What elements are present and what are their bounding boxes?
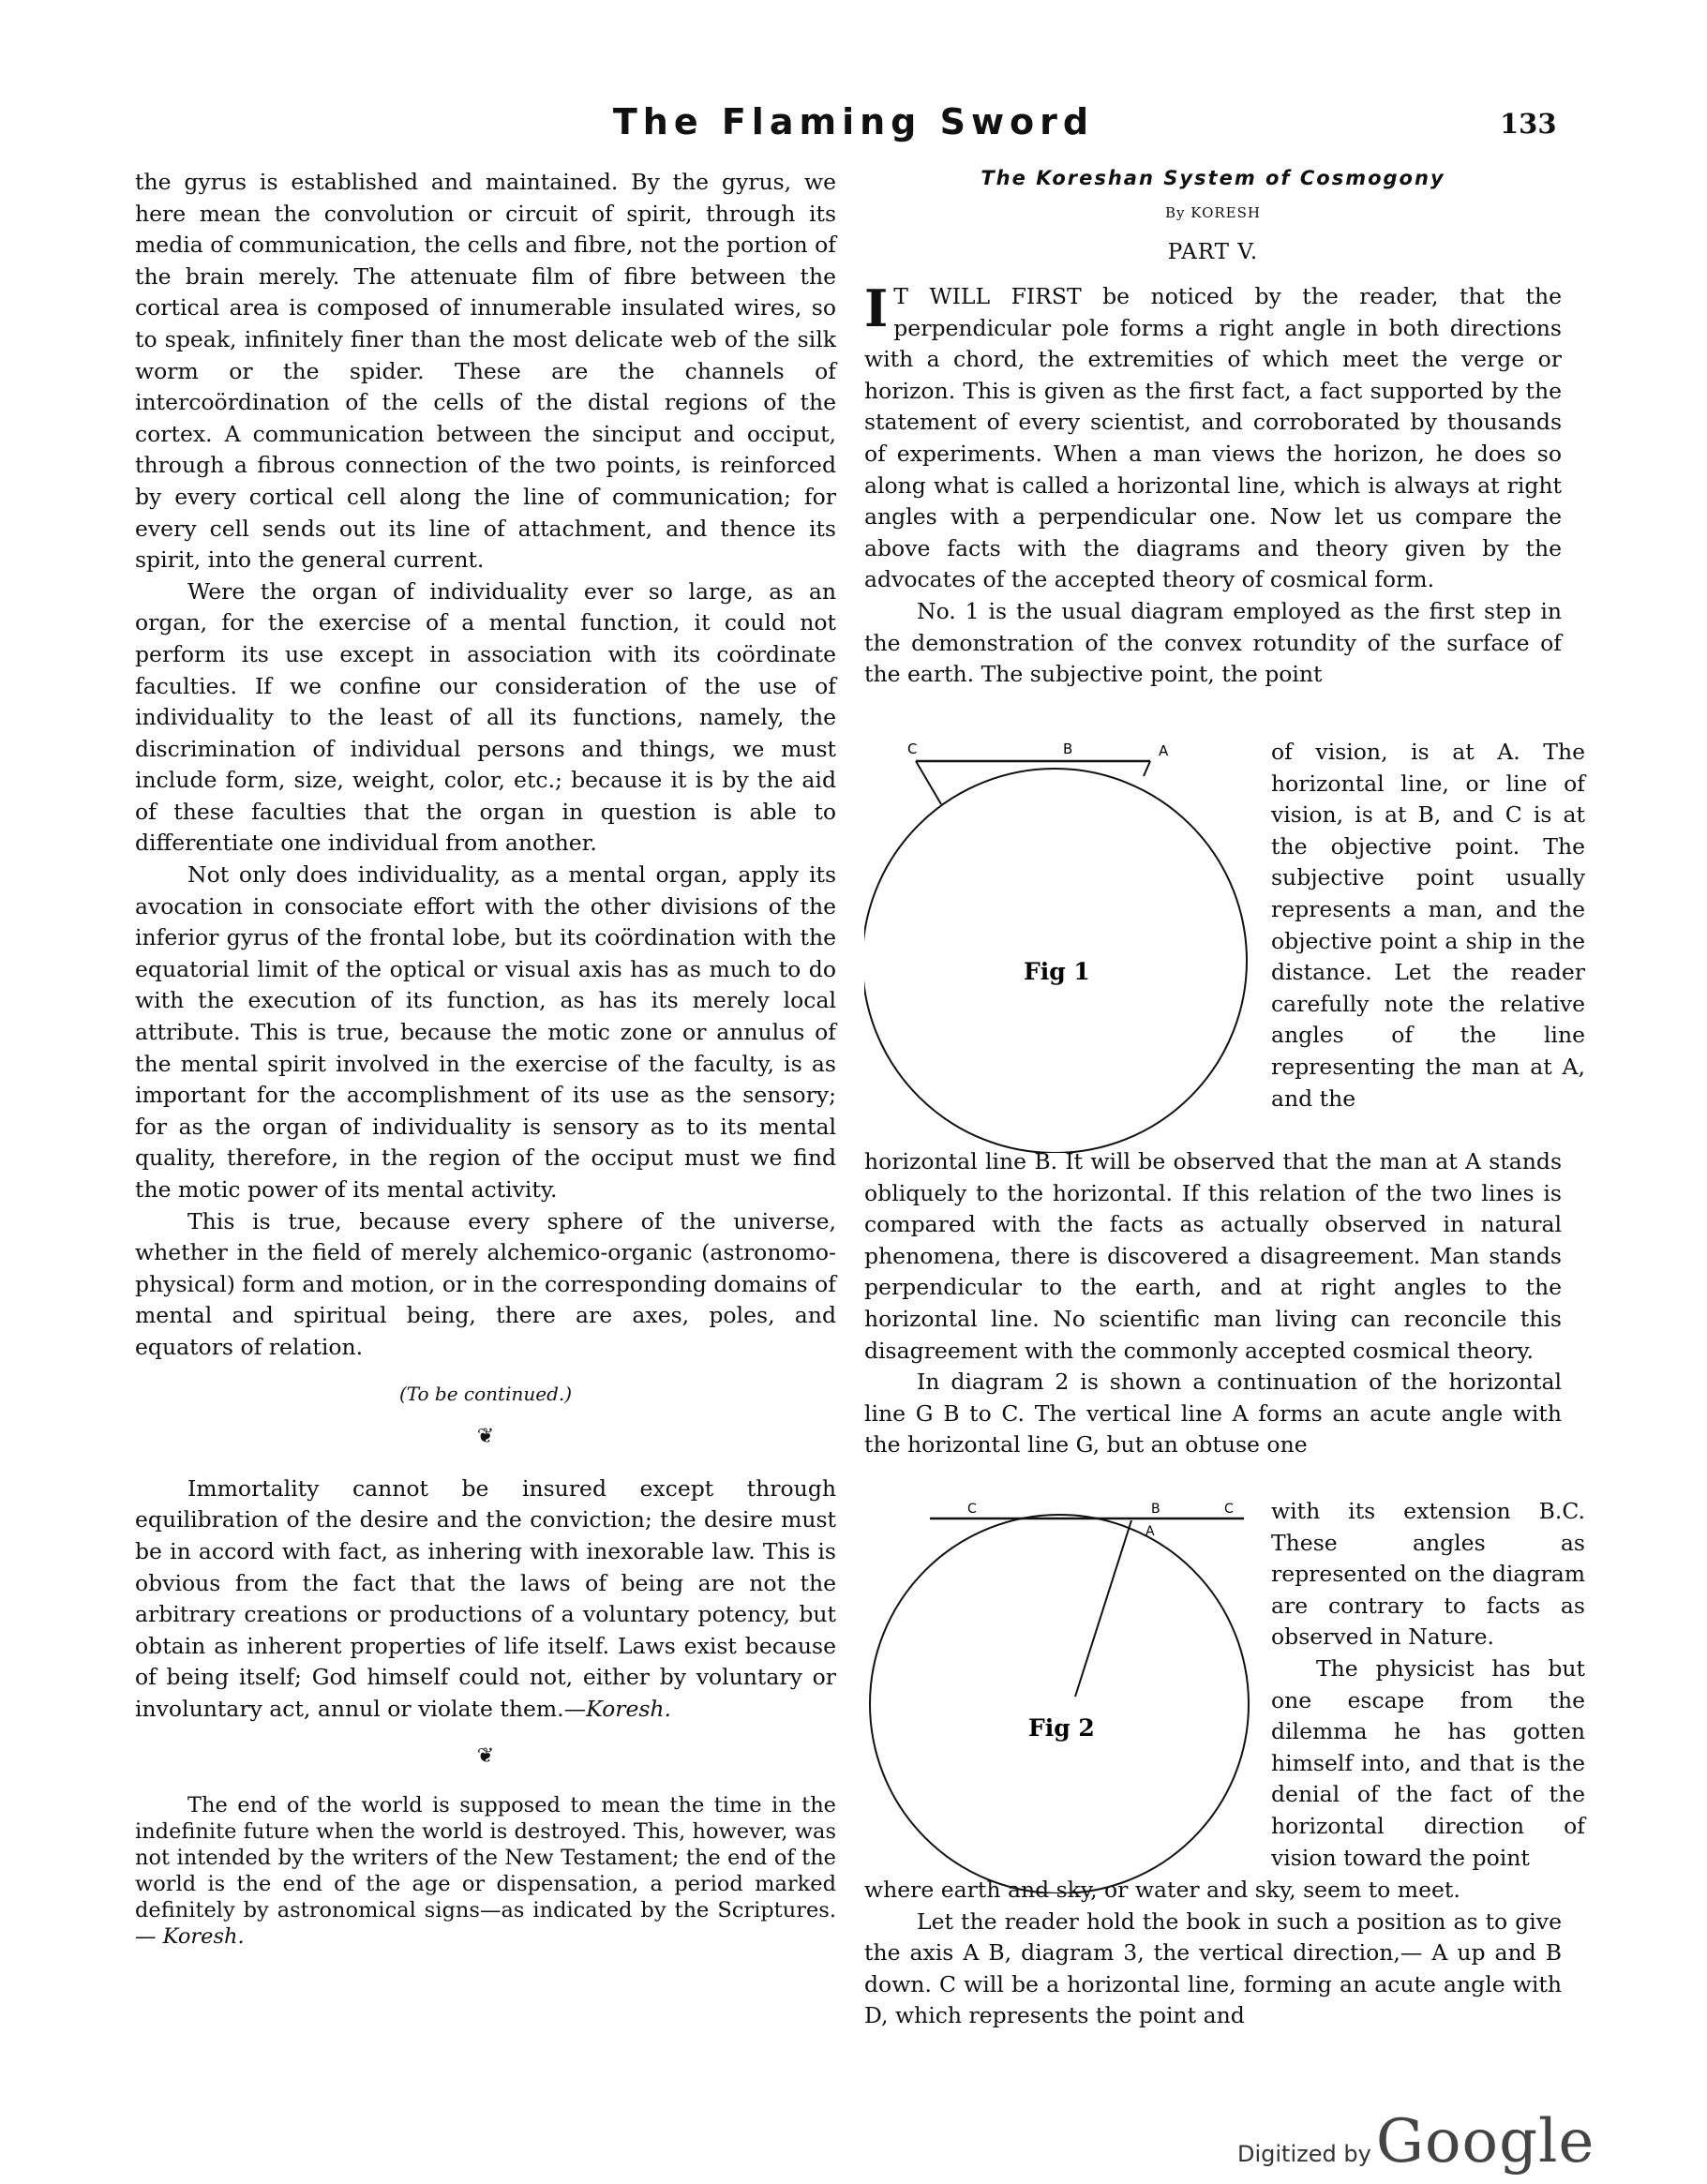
to-be-continued-note: (To be continued.): [398, 1382, 573, 1405]
earth-circle: [870, 1515, 1249, 1893]
paragraph: [864, 278, 1562, 596]
paragraph: In diagram 2 is shown a continuation of the horizontal line G B to C. The vertical line A forms an acute angle with the horizontal line G, but an obtuse one: [864, 1369, 1562, 1458]
paragraph: Were the organ of individuality ever so large, as an organ, for the exercise of a mental function, it could not perform its use except in association with its coördinate faculties. If we confine our consideration of the use of individuality to the least of all its functions, namely, the discrimination of individual persons and things, we must include form, size, weight, color, etc.; because it is by the aid of these faculties that the organ in question is able to differentiate one individual from another.: [135, 577, 836, 857]
paragraph: The physicist has but one escape from the dilemma he has gotten himself into, and that is the denial of the fact of the horizontal direction of vision toward the point: [1271, 1654, 1585, 1871]
paragraph: the gyrus is established and maintained. By the gyrus, we here mean the convolution or circuit of spirit, through its media of communication, the cells and fibre, not the portion of the brain merely. The attenuate film of fibre between the cortical area is composed of innumerable insulated wires, so to speak, infinitely finer than the most delicate web of the silk worm or the spider. These are the channels of intercoördination of the cells of the distal regions of the cortex. A communication between the sinciput and occiput, through a fibrous connection of the two points, is reinforced by every cortical cell along the line of communication; for every cell sends out its line of attachment, and thence its spirit, into the general current.: [135, 169, 836, 574]
paragraph: Not only does individuality, as a mental organ, apply its avocation in consociate effort with the other divisions of the inferior gyrus of the frontal lobe, but its coördination with the equatorial limit of the optical or visual axis has as much to do with the execution of its function, as has its merely local attribute. This is true, because the motic zone or annulus of the mental spirit involved in the exercise of the faculty, is as important for the accomplishment of its use as the sensory; for as the organ of individuality is sensory as to its mental quality, therefore, in the region of the occiput must we find the motic power of its mental activity.: [135, 861, 836, 1203]
figure-2-diagram: [864, 1500, 1258, 1893]
figure-caption: Fig 2: [1028, 1714, 1095, 1742]
signature: Koresh.: [162, 1924, 245, 1950]
man-line-right: [1144, 761, 1150, 776]
paragraph: horizontal line B. It will be observed that the man at A stands obliquely to the horizontal. If this relation of the two lines is compared with the facts as actually observed in natural phenomena, there is discovered a disagreement. Man stands perpendicular to the earth, and at right angles to the horizontal line. No scientific man living can reconcile this disagreement with the commonly accepted cosmical theory.: [864, 1148, 1562, 1364]
label-c-right: C: [1224, 1502, 1234, 1517]
byline: By KORESH: [1165, 204, 1261, 221]
paragraph: No. 1 is the usual diagram employed as the first step in the demonstration of the convex rotundity of the surface of the earth. The subjective point, the point: [864, 597, 1562, 688]
signature: —Koresh.: [563, 1695, 672, 1722]
paragraph-text: The end of the world is supposed to mean the time in the indefinite future when the world is destroyed. This, however, was not intended by the writers of the New Testament; the end of the world is the end of the age or dispensation, a period marked definitely by astronomical signs—as indicated by the Scriptures.—: [135, 1793, 836, 1950]
label-c: C: [907, 740, 918, 757]
label-a: A: [1145, 1524, 1155, 1539]
digitized-watermark: [1237, 2107, 1595, 2177]
article-title: The Koreshan System of Cosmogony: [981, 167, 1445, 189]
drop-cap: I: [864, 278, 889, 338]
page-number: 133: [1500, 108, 1557, 140]
digitized-label: Digitized by: [1237, 2141, 1371, 2167]
paragraph: [135, 1792, 836, 1950]
right-column-middle: [864, 1146, 1562, 1461]
figure-caption: Fig 1: [1024, 958, 1090, 985]
running-title: The Flaming Sword: [612, 101, 1095, 142]
line-of-vision-left: [916, 761, 941, 804]
vertical-line-a: [1075, 1520, 1131, 1697]
paragraph-text: T WILL FIRST be noticed by the reader, that the perpendicular pole forms a right angle in both directions with a chord, the extremities of which meet the verge or horizon. This is given as the first fact, a fact supported by the statement of every scientist, and corroborated by thousands of experiments. When a man views the horizon, he does so along what is called a horizontal line, which is always at right angles with a perpendicular one. Now let us compare the above facts with the diagrams and theory given by the advocates of the accepted theory of cosmical form.: [864, 283, 1562, 593]
paragraph-text: Immortality cannot be insured except through equilibration of the desire and the conviction; the desire must be in accord with fact, as inhering with inexorable law. This is obvious from the fact that the laws of being are not the arbitrary creations or productions of a voluntary potency, but obtain as inherent properties of life itself. Laws exist because of being itself; God himself could not, either by voluntary or involuntary act, annul or violate them.: [135, 1474, 836, 1722]
label-b: B: [1063, 740, 1073, 757]
label-b: B: [1151, 1502, 1160, 1517]
paragraph: This is true, because every sphere of the universe, whether in the field of merely alchemico-organic (astronomo-physical) form and motion, or in the corresponding domains of mental and spiritual being, there are axes, poles, and equators of relation.: [135, 1207, 836, 1360]
right-column-bottom: [864, 1875, 1562, 2032]
paragraph: where earth and sky, or water and sky, seem to meet.: [864, 1877, 1460, 1903]
paragraph: [135, 1473, 836, 1726]
figure-1-wrap-text: of vision, is at A. The horizontal line, or line of vision, is at B, and C is at the objective point. The subjective point usually represents a man, and the objective point a ship in the distance. Let the reader carefully note the relative angles of the line representing the man at A, and the: [1271, 739, 1585, 1112]
ornament-icon: ❦: [476, 1425, 495, 1449]
figure-1-diagram: [864, 740, 1258, 1153]
label-c-left: C: [967, 1502, 977, 1517]
label-a: A: [1159, 742, 1169, 759]
paragraph: with its extension B.C. These angles as represented on the diagram are contrary to facts as observed in Nature.: [1271, 1498, 1585, 1651]
part-heading: PART V.: [1167, 240, 1259, 264]
ornament-icon: ❦: [476, 1743, 495, 1768]
paragraph: Let the reader hold the book in such a position as to give the axis A B, diagram 3, the vertical direction,— A up and B down. C will be a horizontal line, forming an acute angle with D, which represents the point and: [864, 1907, 1562, 2029]
google-logo: Google: [1375, 2107, 1595, 2177]
right-column-top: [864, 278, 1562, 691]
left-column: [135, 167, 836, 1950]
figure-2-wrap-text: [1271, 1496, 1585, 1874]
